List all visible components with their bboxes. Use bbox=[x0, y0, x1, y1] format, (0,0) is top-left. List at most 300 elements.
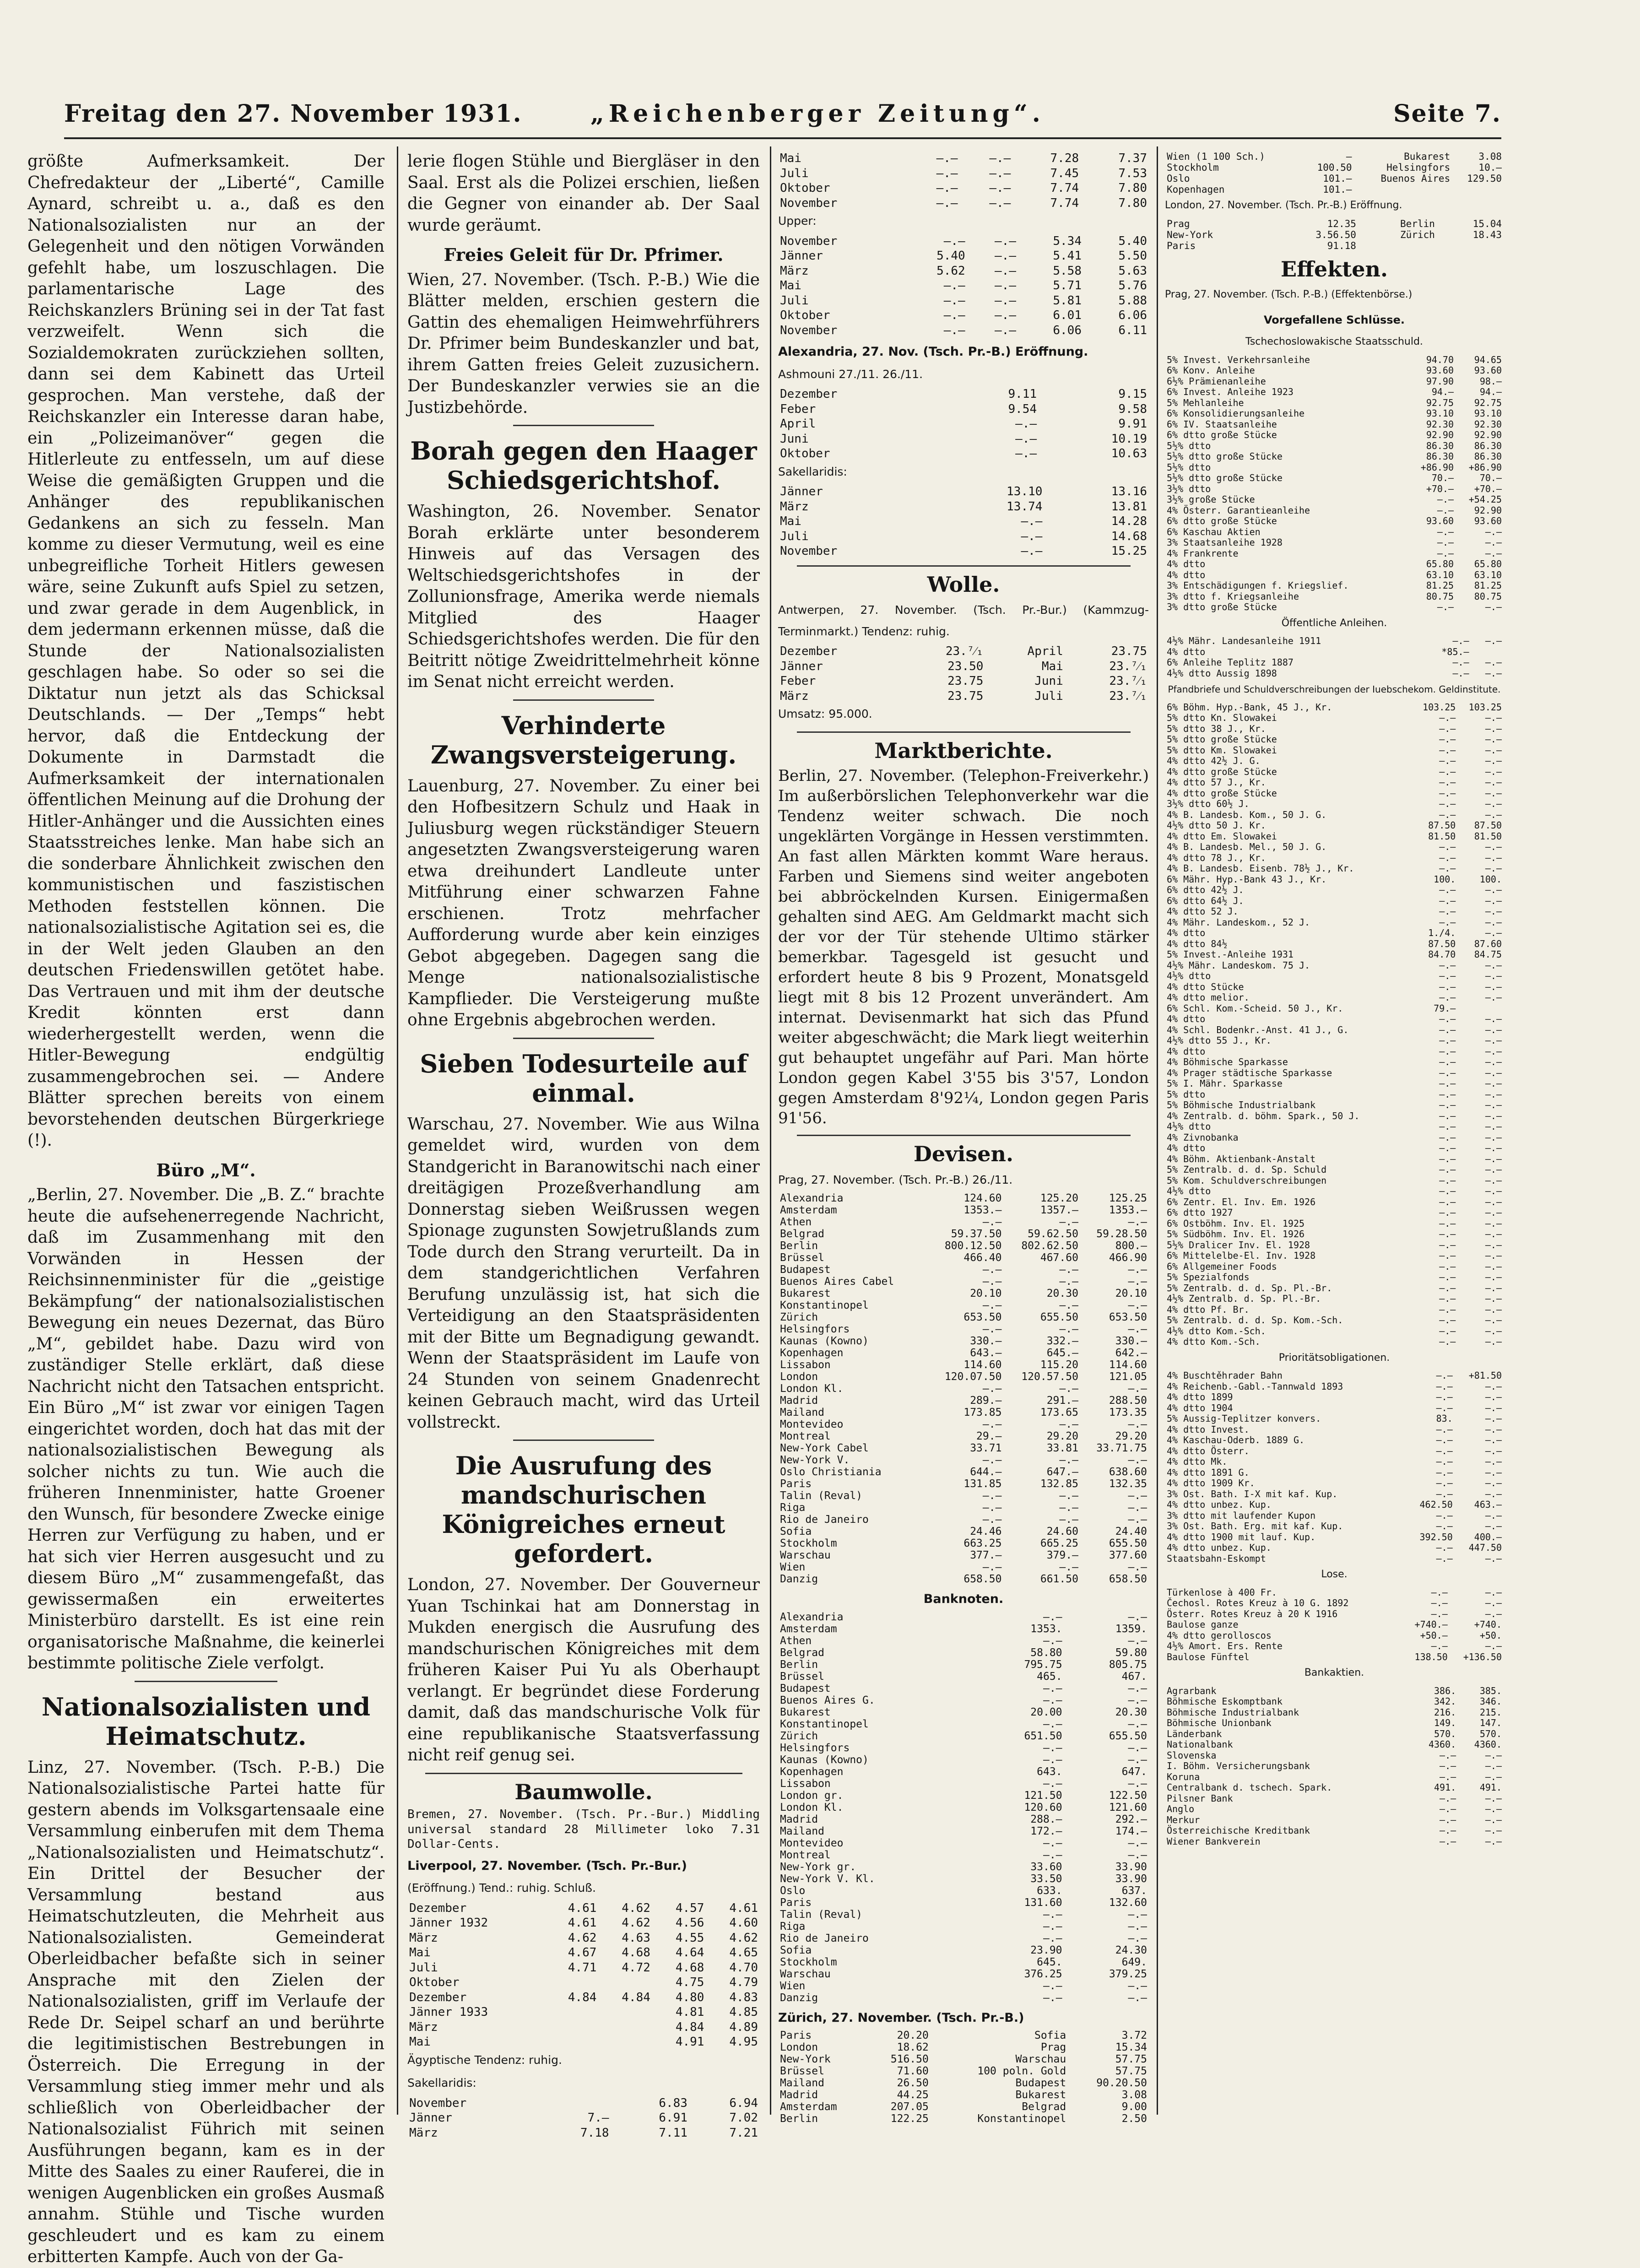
table-row bbox=[1165, 885, 1504, 896]
row-value: 86.30 bbox=[1474, 440, 1502, 451]
row-value: 65.80 bbox=[1426, 558, 1454, 569]
table-row bbox=[1165, 1089, 1504, 1100]
table-row bbox=[778, 1228, 1149, 1240]
row-value: 92.30 bbox=[1426, 418, 1454, 430]
row-value: —.— bbox=[1128, 1216, 1147, 1228]
row-value: Juni bbox=[1034, 674, 1063, 688]
row-label: Rio de Janeiro bbox=[780, 1932, 869, 1944]
row-value: —.— bbox=[1485, 755, 1502, 766]
table-row bbox=[1165, 1652, 1504, 1663]
row-value: 7.74 bbox=[1050, 196, 1079, 210]
table-row bbox=[407, 1960, 760, 1976]
header-page-number: Seite 7. bbox=[1393, 100, 1501, 128]
row-value: 23.50 bbox=[947, 659, 984, 673]
table-row bbox=[778, 544, 1149, 559]
row-value: —.— bbox=[1439, 1218, 1456, 1229]
row-value: 93.60 bbox=[1474, 515, 1502, 526]
article-text: Linz, 27. November. (Tsch. P.-B.) Die Nationalsozialistische Partei hatte für gestern abends im Volksgartensaale eine Versammlung einberufen mit dem Thema „Nationalsozialisten und Heimatschutz“. Ein Drittel der Besucher der Versammlung bestand aus Heimatschutzleuten, die Mehrheit aus Nationalsozialisten. Gemeinderat Oberleidbacher befaßte sich in seiner Ansprache mit den Zielen der Nationalsozialisten, griff im Verlaufe der Rede Dr. Seipel scharf an und berührte die legitimistischen Bestrebungen in Österreich. Die Erregung in der Versammlung stieg immer mehr und als schließlich von Oberleidbacher der Nationalsozialist Führich mit seinen Ausführungen begann, kam es in der Mitte des Saales zu einer Rauferei, die in wenigen Augenblicken ein großes Ausmaß annahm. Stühle und Tische wurden geschleudert und es kam zu einem erbitterten Kampfe. Auch von der Ga- bbox=[27, 1758, 384, 2266]
row-value: 4.63 bbox=[622, 1931, 650, 1945]
table-row bbox=[1165, 1218, 1504, 1229]
row-value: +86.90 bbox=[1420, 461, 1454, 473]
table-row bbox=[1165, 1381, 1504, 1392]
table-row bbox=[1165, 1121, 1504, 1132]
row-value: 20.10 bbox=[970, 1288, 1002, 1299]
row-value: —.— bbox=[1436, 1370, 1453, 1381]
row-value: —.— bbox=[1436, 1488, 1453, 1499]
row-value: —.— bbox=[1059, 1514, 1078, 1526]
zuerich-table bbox=[778, 2030, 1149, 2125]
row-value: 6.06 bbox=[1118, 309, 1147, 322]
row-label: Madrid bbox=[780, 1395, 818, 1407]
row-value: —.— bbox=[1485, 547, 1502, 559]
row-value: Warschau bbox=[1015, 2053, 1066, 2065]
table-row bbox=[1165, 1598, 1504, 1609]
table-row bbox=[1165, 971, 1504, 982]
table-row bbox=[778, 1490, 1149, 1502]
table-row bbox=[778, 1623, 1149, 1635]
row-label: Mai bbox=[409, 1946, 431, 1959]
row-value: —.— bbox=[1043, 1932, 1062, 1944]
row-label: 4% dtto 42½ J. G. bbox=[1167, 755, 1261, 766]
table-row bbox=[1165, 906, 1504, 917]
row-value: 6.11 bbox=[1118, 323, 1147, 337]
table-row bbox=[778, 1288, 1149, 1299]
table-heading: Zürich, 27. November. (Tsch. Pr.-B.) bbox=[778, 2010, 1024, 2025]
table-row bbox=[1165, 1804, 1504, 1815]
bankaktien-table bbox=[1165, 1686, 1504, 1847]
row-value: —.— bbox=[1485, 1218, 1502, 1229]
article-headline: Sieben Todesurteile auf einmal. bbox=[420, 1049, 747, 1108]
row-value: 87.50 bbox=[1428, 820, 1456, 831]
row-value: —.— bbox=[1485, 657, 1502, 668]
row-label: New-York V. Kl. bbox=[780, 1873, 875, 1885]
article-text: Wien, 27. November. (Tsch. P.-B.) Wie die Blätter melden, erschien gestern die Gattin des ehemaligen Heimwehrführers Dr. Pfrimer beim Bundeskanzler und bat, ihrem Gatten freies Geleit zuzusichern. Der Bundeskanzler verwies sie an die Justizbehörde. bbox=[407, 270, 760, 417]
table-row bbox=[1165, 767, 1504, 778]
row-value: —.— bbox=[1436, 1542, 1453, 1553]
row-value: 100.50 bbox=[1317, 162, 1352, 173]
row-label: Amsterdam bbox=[780, 2101, 837, 2113]
row-value: 491. bbox=[1479, 1782, 1502, 1793]
table-row bbox=[778, 1921, 1149, 1932]
row-label: Jänner bbox=[780, 249, 823, 263]
row-value: 94.65 bbox=[1474, 354, 1502, 365]
row-label: 5% dtto Km. Slowakei bbox=[1167, 744, 1277, 756]
table-row bbox=[778, 1323, 1149, 1335]
table-row bbox=[778, 1825, 1149, 1837]
row-label: 4% Kaschau-Oderb. 1889 G. bbox=[1167, 1434, 1305, 1445]
sakel2-table bbox=[778, 484, 1149, 559]
table-row bbox=[1165, 1609, 1504, 1620]
row-value: —.— bbox=[1059, 1383, 1078, 1395]
table-row bbox=[778, 1204, 1149, 1216]
row-label: Oktober bbox=[780, 447, 830, 460]
row-value: 92.90 bbox=[1426, 429, 1454, 440]
row-value: 63.10 bbox=[1426, 569, 1454, 580]
table-row bbox=[1165, 1068, 1504, 1079]
row-value: —.— bbox=[1436, 1402, 1453, 1413]
row-value: —.— bbox=[1059, 1490, 1078, 1502]
row-value: 655.50 bbox=[1040, 1311, 1078, 1323]
row-value: 4.67 bbox=[568, 1946, 597, 1959]
table-heading: Banknoten. bbox=[923, 1592, 1004, 1606]
row-value: —.— bbox=[982, 1490, 1002, 1502]
table-row bbox=[778, 1671, 1149, 1683]
row-label: 4% dtto bbox=[1167, 1013, 1206, 1024]
row-value: 4.84 bbox=[675, 2020, 704, 2034]
table-row bbox=[1165, 1014, 1504, 1025]
divider bbox=[513, 1038, 654, 1039]
row-value: —.— bbox=[1485, 1110, 1502, 1121]
row-value: —.— bbox=[1439, 1315, 1456, 1326]
row-value: —.— bbox=[1485, 798, 1502, 809]
row-label: Zürich bbox=[780, 1730, 818, 1742]
row-label: November bbox=[780, 544, 838, 558]
table-row bbox=[1165, 1772, 1504, 1783]
row-value bbox=[1358, 240, 1437, 251]
row-value: —.— bbox=[1015, 432, 1037, 446]
table-subheading: Lose. bbox=[1321, 1569, 1348, 1580]
row-value: 125.20 bbox=[1040, 1192, 1078, 1204]
table-row bbox=[1165, 939, 1504, 950]
table-subheading: Ashmouni 27./11. 26./11. bbox=[778, 367, 923, 381]
row-value: —.— bbox=[1485, 667, 1502, 679]
row-value: 4.60 bbox=[729, 1916, 758, 1930]
table-row bbox=[778, 1430, 1149, 1442]
table-row bbox=[1165, 1510, 1504, 1521]
row-label: 4% dtto unbez. Kup. bbox=[1167, 1499, 1272, 1510]
row-value: +740. bbox=[1474, 1619, 1502, 1630]
row-value: 6.06 bbox=[1053, 323, 1082, 337]
row-value: 386. bbox=[1434, 1685, 1456, 1696]
table-row bbox=[778, 1264, 1149, 1276]
row-value: 346. bbox=[1479, 1696, 1502, 1707]
row-value: —.— bbox=[982, 1383, 1002, 1395]
row-label: 4% dtto Stücke bbox=[1167, 981, 1244, 992]
row-value: —.— bbox=[1436, 1434, 1453, 1445]
row-value: *85.— bbox=[1441, 646, 1469, 657]
row-value: 101.— bbox=[1323, 173, 1352, 184]
row-value: 92.75 bbox=[1474, 397, 1502, 408]
row-value: 330.— bbox=[970, 1335, 1002, 1347]
table-subheading: Prag, 27. November. (Tsch. P.-B.) (Effektenbörse.) bbox=[1165, 289, 1413, 300]
table-row bbox=[778, 1849, 1149, 1861]
row-value: 70.— bbox=[1479, 472, 1502, 483]
row-label: Amsterdam bbox=[780, 1623, 837, 1635]
row-value: —.— bbox=[1128, 1932, 1147, 1944]
row-label: Montreal bbox=[780, 1849, 831, 1861]
table-row bbox=[1165, 788, 1504, 799]
article-text: größte Aufmerksamkeit. Der Chefredakteur der „Liberté“, Camille Aynard, schreibt u. a., daß es den Nationalsozialisten nur an der Gelegenheit und den nötigen Vorwänden gefehlt habe, um loszuschlagen. Die parlamentarische Lage des Reichskanzlers Brüning sei in der Tat fast verzweifelt. Wenn sich die Sozialdemokraten zurückziehen sollten, dann sei dem Kabinett das Urteil gesprochen. Man verstehe, daß der Reichskanzler ein Interesse daran habe, ein „Polizeimanöver“ gegen die Hitlerleute zu entfesseln, um auf diese Weise die gemäßigten Gruppen und die Anhänger des republikanischen Gedankens an sich zu fesseln. Man komme zu dieser Vermutung, weil es eine unbegreifliche Torheit Hitlers gewesen wäre, seine Zukunft aufs Spiel zu setzen, und zwar gerade in dem Augenblick, in dem jedermann erkennen müsse, daß die Stunde der Nationalsozialisten geschlagen habe. So oder so sei die Diktatur nun jetzt als das Schicksal Deutschlands. — Der „Temps“ hebt hervor, daß die Entdeckung der Dokumente in Darmstadt die Aufmerksamkeit der internationalen öffentlichen Meinung auf die Drohung der Hitler-Anhänger und die Aussichten eines Staatsstreiches lenke. Man habe sich an die sonderbare Ähnlichkeit zwischen den kommunistischen und faszistischen Methoden feststellen können. Die nationalsozialistische Agitation sei es, die in der Welt jeden Glauben an den deutschen Friedenswillen getötet habe. Das Vertrauen und mit ihm der deutsche Kredit könnten erst dann wiederhergestellt werden, wenn die Hitler-Bewegung endgültig zusammengebrochen sei. — Andere Blätter sprechen bereits von einem bevorstehenden deutschen Bürgerkriege (!). bbox=[27, 152, 384, 1150]
row-value: Helsingfors bbox=[1386, 162, 1451, 173]
table-row bbox=[1165, 1413, 1504, 1424]
row-value: —.— bbox=[1485, 1608, 1502, 1619]
row-label: Kaunas (Kowno) bbox=[780, 1754, 869, 1766]
row-value: —.— bbox=[1043, 1777, 1062, 1790]
row-label: 5% dtto große Stücke bbox=[1167, 734, 1277, 745]
row-value: 5.62 bbox=[936, 264, 965, 278]
row-value: 98.— bbox=[1479, 375, 1502, 387]
table-row bbox=[1165, 408, 1504, 419]
row-label: Helsingfors bbox=[780, 1323, 850, 1335]
row-label: Juli bbox=[780, 166, 809, 180]
row-value: —.— bbox=[1485, 1553, 1502, 1564]
row-label: März bbox=[780, 689, 809, 703]
row-label: Konstantinopel bbox=[780, 1718, 869, 1730]
row-label: 6% Mähr. Hyp.-Bank 43 J., Kr. bbox=[1167, 873, 1327, 885]
row-value: —.— bbox=[1439, 734, 1456, 745]
row-label: Bukarest bbox=[780, 1706, 831, 1718]
row-label: 4½% Mähr. Landesanleihe 1911 bbox=[1167, 635, 1321, 646]
table-row bbox=[778, 1466, 1149, 1478]
row-label: Alexandria bbox=[780, 1611, 844, 1623]
row-value: 216. bbox=[1434, 1706, 1456, 1718]
row-value: 29.— bbox=[976, 1430, 1002, 1442]
row-value: 516.50 bbox=[890, 2053, 929, 2065]
row-value: 4360. bbox=[1428, 1739, 1456, 1750]
row-value: 23.⁷⁄₁ bbox=[1109, 689, 1147, 703]
london-table bbox=[1165, 218, 1504, 251]
sakel-table bbox=[407, 2096, 760, 2141]
row-label: Lissabon bbox=[780, 1777, 831, 1790]
row-label: 4% dtto unbez. Kup. bbox=[1167, 1542, 1272, 1553]
row-value: —.— bbox=[1485, 959, 1502, 971]
row-label: 6% IV. Staatsanleihe bbox=[1167, 418, 1277, 430]
table-row bbox=[778, 659, 1149, 674]
row-value: 15.34 bbox=[1115, 2041, 1147, 2053]
row-value bbox=[598, 2005, 652, 2020]
row-value: 94.— bbox=[1431, 386, 1454, 397]
table-row bbox=[1165, 505, 1504, 516]
row-value: 7.80 bbox=[1118, 196, 1147, 210]
table-row bbox=[1165, 1761, 1504, 1772]
row-value: —.— bbox=[1021, 529, 1043, 543]
row-value: 10.— bbox=[1478, 162, 1502, 173]
row-value: —.— bbox=[936, 152, 958, 165]
row-value bbox=[598, 2020, 652, 2035]
row-label: Brüssel bbox=[780, 1670, 824, 1683]
row-label: 4% dtto gerolloscos bbox=[1167, 1629, 1272, 1641]
wolle-table bbox=[778, 644, 1149, 704]
table-row bbox=[1165, 527, 1504, 538]
row-value: —.— bbox=[1485, 1293, 1502, 1304]
row-value: 92.90 bbox=[1474, 429, 1502, 440]
table-row bbox=[1165, 1370, 1504, 1381]
column-4 bbox=[1165, 151, 1504, 2138]
table-row bbox=[778, 514, 1149, 529]
article-headline: Büro „M“. bbox=[156, 1159, 256, 1180]
row-value: —.— bbox=[1128, 1611, 1147, 1623]
row-value: 29.20 bbox=[1115, 1430, 1147, 1442]
row-label: November bbox=[409, 2096, 467, 2110]
row-value: —.— bbox=[1128, 1514, 1147, 1526]
row-value: 800.12.50 bbox=[944, 1240, 1002, 1252]
table-row bbox=[1165, 1793, 1504, 1804]
row-value: 12.35 bbox=[1327, 218, 1356, 229]
table-row bbox=[1165, 151, 1504, 162]
column-2 bbox=[407, 151, 760, 2138]
row-value: +50. bbox=[1479, 1629, 1502, 1641]
row-label: Madrid bbox=[780, 1813, 818, 1825]
row-label: Dezember bbox=[409, 1901, 467, 1915]
row-value: —.— bbox=[1485, 1640, 1502, 1651]
row-value: 84.75 bbox=[1474, 949, 1502, 960]
row-label: 4% dtto bbox=[1167, 646, 1206, 657]
row-value: 147. bbox=[1479, 1717, 1502, 1728]
row-value: —.— bbox=[1439, 970, 1456, 981]
article-text: Washington, 26. November. Senator Borah erklärte unter besonderem Hinweis auf das Versagen des Weltschiedsgerichtshofes in der Zollunionsfrage, Amerika werde niemals Mitglied des Haager Schiedsgerichtshofes werden. Die für den Beitritt nötige Zweidrittelmehrheit könne im Senat nicht erreicht werden. bbox=[407, 502, 760, 691]
row-value: 20.30 bbox=[1046, 1288, 1078, 1299]
row-value: 385. bbox=[1479, 1685, 1502, 1696]
row-value: +81.50 bbox=[1468, 1370, 1502, 1381]
row-value: —.— bbox=[982, 1418, 1002, 1430]
row-value: 4360. bbox=[1474, 1739, 1502, 1750]
row-value: —.— bbox=[1043, 1837, 1062, 1849]
row-label: 4% B. Landesb. Mel., 50 J. G. bbox=[1167, 841, 1327, 852]
header-rule bbox=[64, 137, 1501, 139]
row-value: 13.74 bbox=[1007, 499, 1043, 514]
row-value: 81.25 bbox=[1426, 580, 1454, 591]
table-row bbox=[778, 1216, 1149, 1228]
row-value: 658.50 bbox=[1109, 1573, 1147, 1585]
table-row bbox=[1165, 1424, 1504, 1435]
row-value: —.— bbox=[1485, 1272, 1502, 1283]
row-value: 7.74 bbox=[1050, 181, 1079, 195]
row-value: —.— bbox=[1439, 884, 1456, 895]
row-label: März bbox=[780, 499, 809, 514]
table-row bbox=[778, 1897, 1149, 1909]
table-row bbox=[1165, 1326, 1504, 1337]
row-value: —.— bbox=[1485, 1078, 1502, 1089]
table-row bbox=[1165, 636, 1504, 647]
row-value: 377.— bbox=[970, 1549, 1002, 1561]
row-label: Feber bbox=[780, 402, 816, 416]
row-value: +70.— bbox=[1426, 483, 1454, 494]
row-value: —.— bbox=[1437, 601, 1454, 612]
row-value: —.— bbox=[1437, 494, 1454, 505]
row-value: 466.90 bbox=[1109, 1252, 1147, 1264]
row-value: —.— bbox=[1439, 1336, 1456, 1347]
row-value: —.— bbox=[1128, 1980, 1147, 1992]
row-label: 6% Invest. Anleihe 1923 bbox=[1167, 386, 1294, 397]
row-value: —.— bbox=[1015, 447, 1037, 460]
row-value: Berlin bbox=[1400, 218, 1435, 229]
row-value: 92.30 bbox=[1474, 418, 1502, 430]
row-value: 637. bbox=[1121, 1884, 1147, 1897]
banknoten-table bbox=[778, 1611, 1149, 2004]
row-value: 5.41 bbox=[1053, 249, 1082, 263]
row-value: —.— bbox=[1485, 809, 1502, 820]
pfandbriefe-table bbox=[1165, 702, 1504, 1348]
row-value: —.— bbox=[1485, 1510, 1502, 1521]
row-label: 5½% Dralicer Inv. El. 1928 bbox=[1167, 1239, 1310, 1250]
table-row bbox=[778, 1478, 1149, 1490]
table-row bbox=[778, 2089, 1149, 2101]
table-row bbox=[1165, 1435, 1504, 1446]
table-row bbox=[778, 1683, 1149, 1694]
table-row bbox=[778, 1240, 1149, 1252]
row-value: —.— bbox=[1431, 1608, 1448, 1619]
row-label: 5% dtto Kn. Slowakei bbox=[1167, 712, 1277, 723]
row-value: —.— bbox=[1485, 1521, 1502, 1532]
row-value: —.— bbox=[1436, 1456, 1453, 1467]
row-value: 86.30 bbox=[1426, 451, 1454, 462]
table-row bbox=[778, 2101, 1149, 2113]
row-value: —.— bbox=[1059, 1264, 1078, 1276]
row-label: 5½% dtto große Stücke bbox=[1167, 451, 1283, 462]
header-paper-name: „Reichenberger Zeitung“. bbox=[590, 100, 1045, 128]
row-value: 379.25 bbox=[1109, 1968, 1147, 1980]
row-label: Kopenhagen bbox=[1167, 184, 1225, 195]
row-value: —.— bbox=[1128, 1694, 1147, 1706]
row-value: —.— bbox=[982, 1323, 1002, 1335]
table-row bbox=[778, 1766, 1149, 1778]
row-label: Mailand bbox=[780, 1825, 824, 1837]
table-row bbox=[778, 1454, 1149, 1466]
row-value: —.— bbox=[1439, 1035, 1456, 1046]
row-value: 7.02 bbox=[729, 2111, 758, 2125]
row-value: —.— bbox=[1128, 1754, 1147, 1766]
row-value: 2.50 bbox=[1121, 2113, 1147, 2125]
row-value: —.— bbox=[1128, 1454, 1147, 1466]
row-value: 26.50 bbox=[897, 2077, 929, 2089]
table-row bbox=[1165, 1143, 1504, 1154]
row-label: 5% Invest. Verkehrsanleihe bbox=[1167, 354, 1310, 365]
table-row bbox=[1165, 1446, 1504, 1457]
row-value: 342. bbox=[1434, 1696, 1456, 1707]
row-value: 100. bbox=[1434, 873, 1456, 885]
row-label: Oktober bbox=[409, 1976, 460, 1989]
row-label: 4½% Amort. Ers. Rente bbox=[1167, 1640, 1283, 1651]
row-value: —.— bbox=[1485, 1315, 1502, 1326]
row-value: — bbox=[1346, 151, 1352, 162]
table-row bbox=[778, 2065, 1149, 2077]
table-row bbox=[1165, 1750, 1504, 1761]
row-value: —.— bbox=[995, 323, 1016, 337]
row-value: 9.54 bbox=[1008, 402, 1037, 416]
row-value: +740.— bbox=[1414, 1619, 1448, 1630]
row-label: 6% Allgemeiner Foods bbox=[1167, 1261, 1277, 1272]
table-row bbox=[1165, 896, 1504, 907]
row-label: 4% dtto Kom.-Sch. bbox=[1167, 1336, 1261, 1347]
table-row bbox=[1165, 548, 1504, 559]
table-row bbox=[1165, 1132, 1504, 1143]
row-value: 6.91 bbox=[659, 2111, 687, 2125]
row-value: —.— bbox=[1485, 1402, 1502, 1413]
row-value: —.— bbox=[1439, 1142, 1456, 1153]
table-row bbox=[778, 234, 1149, 249]
row-value: 376.25 bbox=[1024, 1968, 1062, 1980]
table-row bbox=[1165, 229, 1504, 240]
row-value: —.— bbox=[1440, 1771, 1456, 1782]
row-value: Sofia bbox=[1034, 2030, 1066, 2041]
row-value: —.— bbox=[1485, 1467, 1502, 1478]
row-value: —.— bbox=[1485, 916, 1502, 928]
row-label: 3½% dtto 60½ J. bbox=[1167, 798, 1250, 809]
row-value: —.— bbox=[943, 323, 965, 337]
devisen-table bbox=[778, 1192, 1149, 1585]
row-label: Juni bbox=[780, 432, 809, 446]
table-row bbox=[778, 1813, 1149, 1825]
article-headline: Nationalsozialisten und Heimatschutz. bbox=[41, 1692, 371, 1751]
row-value: —.— bbox=[1043, 1682, 1062, 1694]
row-label: New-York Cabel bbox=[780, 1442, 869, 1454]
table-row bbox=[778, 1956, 1149, 1968]
table-row bbox=[778, 1659, 1149, 1671]
row-value: —.— bbox=[1485, 1121, 1502, 1132]
row-value: 121.50 bbox=[1024, 1789, 1062, 1802]
row-value: —.— bbox=[1436, 1424, 1453, 1435]
row-value: Bukarest bbox=[1015, 2089, 1066, 2101]
